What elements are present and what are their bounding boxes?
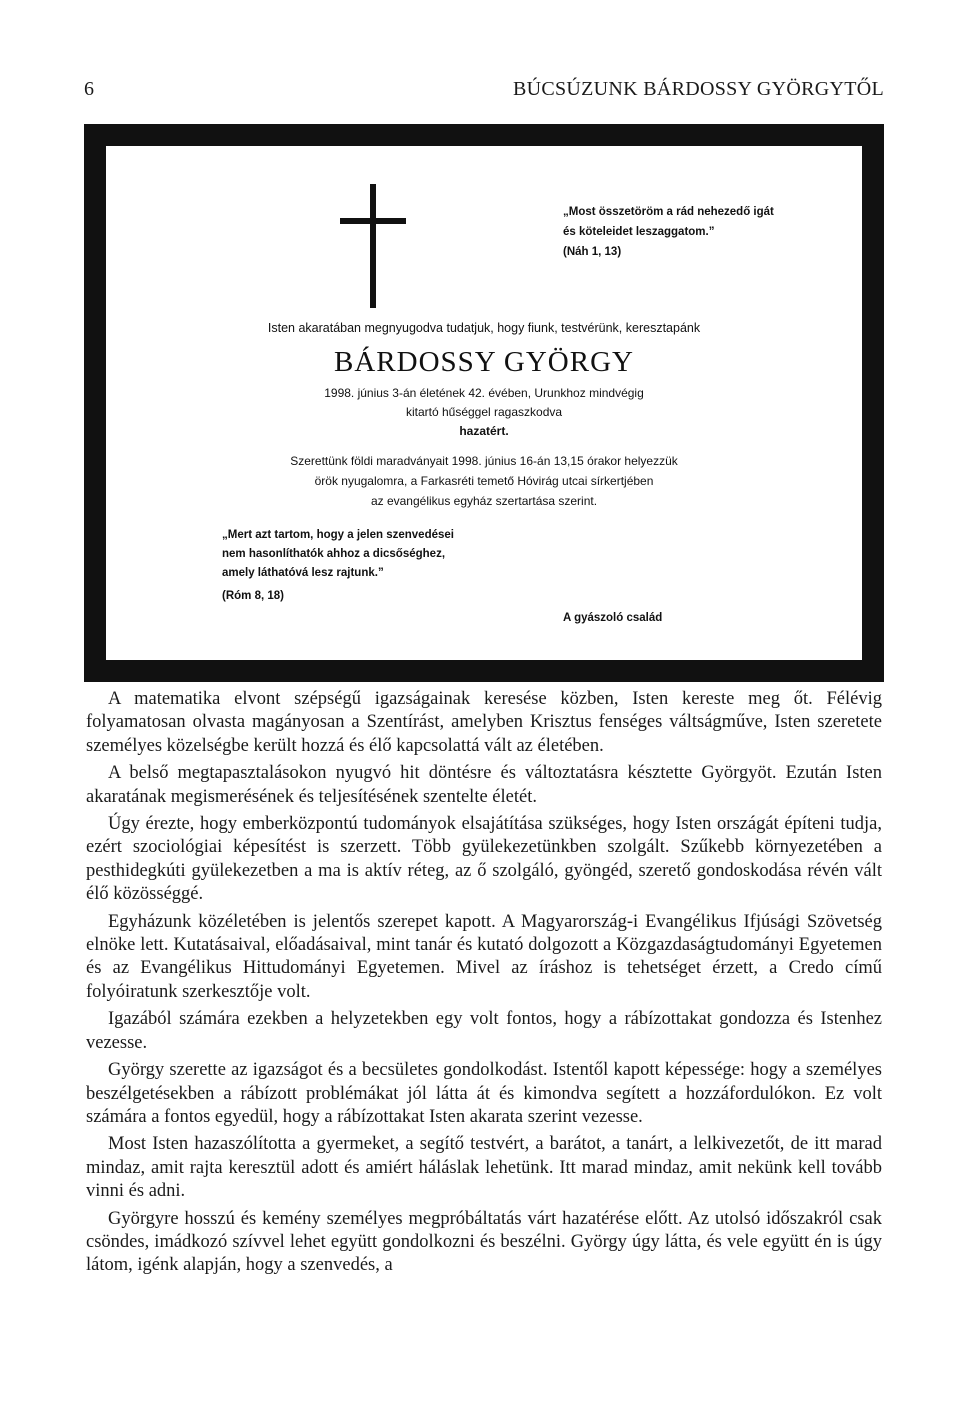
obituary-notice — [84, 124, 884, 682]
notice-intro: Isten akaratában megnyugodva tudatjuk, hogy fiunk, testvérünk, keresztapánk — [267, 321, 701, 335]
article-body — [86, 688, 882, 1278]
cross-icon — [370, 184, 376, 308]
quote-reference: (Róm 8, 18) — [222, 590, 284, 602]
body-paragraph: Most Isten hazaszólította a gyermeket, a segítő testvért, a barátot, a tanárt, a lelkivezetőt, de itt marad mindaz, amit rajta keresztül adott és amiért háláslak lehetünk. Itt marad mindaz, amit nekünk kell tovább vinni és adni. — [86, 1134, 882, 1202]
body-paragraph: Úgy érezte, hogy emberközpontú tudományok elsajátítása szükséges, hogy Isten országát építeni tudja, ezért szociológiai képesítést is szerzett. Több gyülekezetünkben szolgált. Szűkebb környezetében a pesthidegkúti gyülekezetben a ma is aktív réteg, az ő szolgáló, gyöngéd, szerető gondoskodása révén vált élő közösséggé. — [86, 814, 882, 905]
body-paragraph: György szerette az igazságot és a becsületes gondolkodást. Istentől kapott képessége: hogy a személyes beszélgetésekben a rábízott problémákat jól látta át és kimondva segített a hozzáfordulókon. Ez volt számára a fontos egyedül, hogy a rábízottakat Isten akarata szerint vezesse. — [86, 1060, 882, 1127]
obituary-notice-inner — [106, 146, 862, 660]
burial-line: örök nyugalomra, a Farkasréti temető Hóvirág utcai sírkertjében — [314, 474, 654, 488]
running-title: BÚCSÚZUNK BÁRDOSSY GYÖRGYTŐL — [512, 78, 884, 100]
body-paragraph: Györgyre hosszú és kemény személyes megpróbáltatás várt hazatérése előtt. Az utolsó időszakról csak csöndes, imádkozó szívvel lehet együtt gondolkozni és beszélni. György úgy látta, és vele együtt én is úgy látom, igénk alapján, hogy a szenvedés, a — [86, 1208, 882, 1276]
body-paragraph: A matematika elvont szépségű igazságainak keresése közben, Isten kereste meg őt. Félévig folyamatosan olvasta magányosan a Szentírást, amelyben Krisztus fenséges váltságműve, Isten szeretete személyes közelségbe került hozzá és élő kapcsolattá vált az életében. — [86, 689, 882, 756]
deceased-name: BÁRDOSSY GYÖRGY — [334, 346, 634, 378]
burial-line: Szerettünk földi maradványait 1998. június 16-án 13,15 órakor helyezzük — [290, 454, 678, 468]
quote-line: „Mert azt tartom, hogy a jelen szenvedései — [222, 529, 454, 541]
burial-details — [106, 451, 862, 511]
body-paragraph: A belső megtapasztalásokon nyugvó hit döntésre és változtatásra késztette Györgyöt. Ezután Isten akaratának megismerésének és teljesítésének szentelte életét. — [86, 763, 882, 807]
cross-icon-bar — [340, 218, 406, 224]
page-header — [84, 78, 884, 102]
body-paragraph: Igazából számára ezekben a helyzetekben egy volt fontos, hogy a rábízottakat gondozza és Istenhez vezesse. — [86, 1009, 882, 1053]
quote-reference: (Náh 1, 13) — [563, 246, 622, 258]
mourning-family: A gyászoló család — [563, 612, 663, 624]
death-line: 1998. június 3-án életének 42. évében, Urunkhoz mindvégig — [324, 386, 644, 400]
page-number: 6 — [84, 78, 94, 100]
body-paragraph: Egyházunk közéletében is jelentős szerepet kapott. A Magyarország-i Evangélikus Ifjúsági Szövetség elnöke lett. Kutatásaival, előadásaival, mint tanár és kutató dolgozott a Közgazdaságtudományi Egyetemen és az Evangélikus Hittudományi Egyetemen. Mivel az íráshoz is tehetséget érzett, a Credo című folyóiratunk szerkesztője volt. — [86, 911, 882, 1002]
death-line: kitartó hűséggel ragaszkodva — [405, 405, 563, 419]
burial-line: az evangélikus egyház szertartása szerint. — [370, 494, 598, 508]
quote-line: nem hasonlíthatók ahhoz a dicsőséghez, — [222, 548, 446, 560]
top-scripture-quote — [563, 202, 774, 262]
death-line: hazatért. — [459, 424, 509, 438]
death-details — [106, 384, 862, 441]
quote-line: amely láthatóvá lesz rajtunk.” — [222, 567, 384, 579]
quote-line: és köteleidet leszaggatom.” — [563, 226, 715, 238]
bottom-scripture-quote — [222, 526, 454, 606]
quote-line: „Most összetöröm a rád nehezedő igát — [563, 206, 774, 218]
